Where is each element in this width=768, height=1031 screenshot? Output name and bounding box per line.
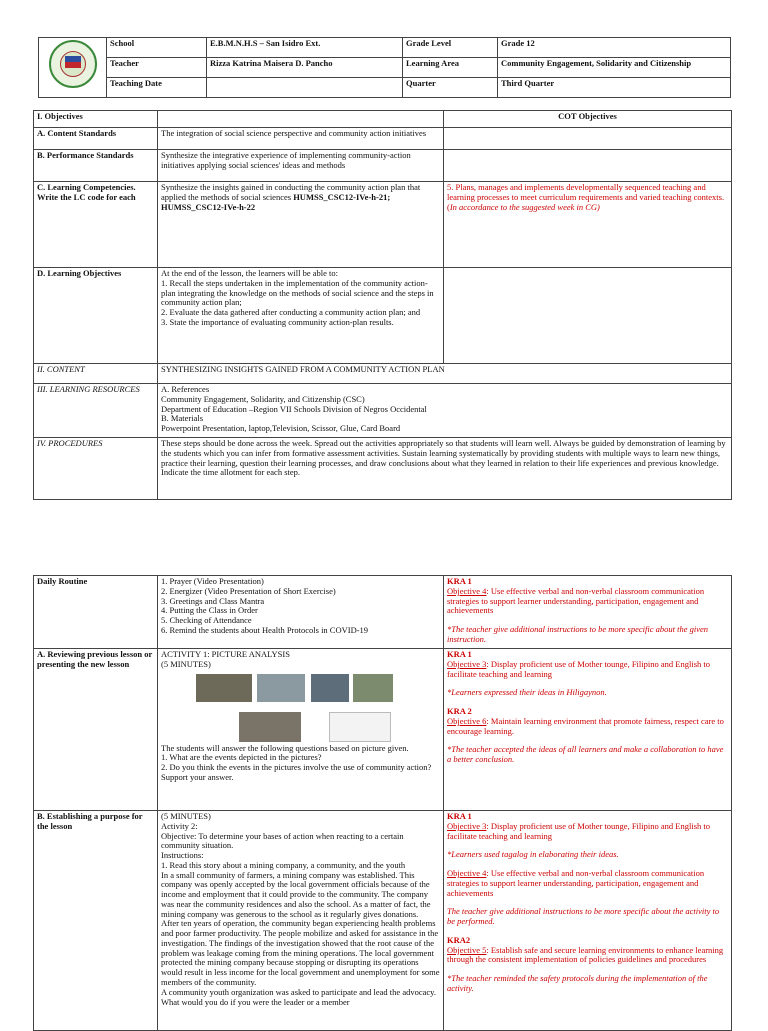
cot-note: The teacher give additional instructions to be more specific about the activity to be performed. <box>447 906 720 927</box>
header-table <box>38 37 731 98</box>
objective-link: Objective 5 <box>447 944 487 955</box>
kra-label: KRA 2 <box>447 706 472 717</box>
content-value: SYNTHESIZING INSIGHTS GAINED FROM A COMMUNITY ACTION PLAN <box>158 364 732 384</box>
objective-text: : Display proficient use of Mother tounge, Filipino and English to facilitate teaching and learning <box>447 658 710 679</box>
content-standards-label: A. Content Standards <box>34 128 158 150</box>
kra-label: KRA 1 <box>447 576 472 586</box>
learning-objectives-value <box>158 268 444 364</box>
establishing-purpose-cot <box>444 811 732 1031</box>
school-seal-icon <box>49 40 97 88</box>
routine-item: 5. Checking of Attendance <box>161 615 252 626</box>
lc-cot-italic: In accordance to the suggested week in CG) <box>449 201 600 212</box>
activity-minutes: (5 MINUTES) <box>161 658 211 669</box>
performance-standards-value: Synthesize the integrative experience of implementing community-action initiatives applying social sciences' ideas and methods <box>158 150 444 182</box>
kra-label: KRA2 <box>447 934 471 945</box>
objective-link: Objective 4 <box>447 585 487 596</box>
resource-line: Community Engagement, Solidarity, and Citizenship (CSC) <box>161 393 365 404</box>
meeting-photo <box>257 674 305 702</box>
resource-line: Department of Education –Region VII Schools Division of Negros Occidental <box>161 403 427 414</box>
seminar-photo <box>353 674 393 702</box>
lo-line: 1. Recall the steps undertaken in the implementation of the community action-plan integrating the knowledge on the methods of social science and the steps in community action plan; <box>161 277 434 308</box>
routine-item: 3. Greetings and Class Mantra <box>161 595 265 606</box>
establishing-purpose-label: B. Establishing a purpose for the lesson <box>34 811 158 1031</box>
content-standards-cot <box>444 128 732 150</box>
classroom-photo <box>196 674 252 702</box>
resource-line: Powerpoint Presentation, laptop,Television, Scissor, Glue, Card Board <box>161 423 401 434</box>
picture-intro: The students will answer the following questions based on picture given. <box>161 742 409 753</box>
purpose-step-1: 1. Read this story about a mining company, a community, and the youth <box>161 859 406 870</box>
objective-text: : Establish safe and secure learning environments to enhance learning through the consistent implementation of policies guidelines and procedures <box>447 944 724 965</box>
objective-text: : Display proficient use of Mother tounge, Filipino and English to facilitate teaching and learning <box>447 820 710 841</box>
learning-objectives-cot <box>444 268 732 364</box>
activity-title: ACTIVITY 1: PICTURE ANALYSIS <box>161 649 290 659</box>
cot-note: *Learners expressed their ideas in Hiligaynon. <box>447 687 607 698</box>
objectives-table <box>33 110 732 500</box>
resource-line: A. References <box>161 384 210 394</box>
daily-routine-items <box>158 576 444 649</box>
purpose-objective: Objective: To determine your bases of action when reacting to a certain community situation. <box>161 830 404 851</box>
routine-item: 1. Prayer (Video Presentation) <box>161 576 264 586</box>
procedures-table <box>33 575 732 1031</box>
cot-note: *The teacher reminded the safety protocols during the implementation of the activity. <box>447 973 708 993</box>
crowd-sketch <box>329 712 391 742</box>
resource-line: B. Materials <box>161 413 204 424</box>
content-standards-value: The integration of social science perspective and community action initiatives <box>158 128 444 150</box>
story-paragraph: In a small community of farmers, a mining company was established. This company was openly accepted by the local government officials because of the income and employment that it could provide to the community. The company was near the community residences and also the school. As a matter of fact, the mining company was generous to the school as it regularly gives donations. <box>161 869 431 919</box>
story-paragraph: A community youth organization was asked to participate and lead the advocacy. What would you do if you were the leader or a member <box>161 986 436 1007</box>
kra-label: KRA 1 <box>447 811 472 821</box>
teacher-label: Teacher <box>107 58 207 78</box>
reviewing-lesson-content <box>158 649 444 811</box>
reviewing-lesson-label: A. Reviewing previous lesson or presenting the new lesson <box>34 649 158 811</box>
performance-standards-label: B. Performance Standards <box>34 150 158 182</box>
performance-standards-cot <box>444 150 732 182</box>
picture-grid <box>161 672 440 744</box>
teacher-value: Rizza Katrina Maisera D. Pancho <box>207 58 403 78</box>
school-logo-cell <box>39 38 107 98</box>
learning-resources-label: III. LEARNING RESOURCES <box>34 384 158 438</box>
cot-note: *The teacher accepted the ideas of all learners and make a collaboration to have a better conclusion. <box>447 744 724 765</box>
learning-competencies-code: HUMSS_CSC12-IVe-h-21; HUMSS_CSC12-IVe-h-22 <box>161 191 391 212</box>
lc-cot-text: 5. Plans, manages and implements developmentally sequenced teaching and learning processes to meet curriculum requirements and varied teaching contexts. ( <box>447 182 725 212</box>
learning-competencies-label: C. Learning Competencies. Write the LC code for each <box>34 182 158 268</box>
story-paragraph: After ten years of operation, the community began experiencing health problems and poor farmer productivity. The people mobilize and asked for assistance in the investigation. The findings of the investigation showed that the root cause of the problem was leakage coming from the mining operations. The local government protected the mining company because stopping or disrupting its operations would result in less income for the local government and unemployment for some members of the community. <box>161 918 440 988</box>
content-label: II. CONTENT <box>34 364 158 384</box>
grade-value: Grade 12 <box>498 38 731 58</box>
objective-link: Objective 6 <box>447 715 487 726</box>
objective-text: : Maintain learning environment that promote fairness, respect care to encourage learning. <box>447 715 724 736</box>
objective-text: : Use effective verbal and non-verbal classroom communication strategies to support learner understanding, participation, engagement and achievements <box>447 868 705 898</box>
routine-item: 2. Energizer (Video Presentation of Short Exercise) <box>161 585 336 596</box>
purpose-minutes: (5 MINUTES) <box>161 811 211 821</box>
objectives-heading: I. Objectives <box>34 111 158 128</box>
objective-link: Objective 3 <box>447 820 487 831</box>
question-1: 1. What are the events depicted in the pictures? <box>161 752 322 763</box>
purpose-instructions: Instructions: <box>161 850 204 861</box>
cot-note: *The teacher give additional instructions to be more specific about the given instruction. <box>447 624 709 644</box>
procedures-value: These steps should be done across the week. Spread out the activities appropriately so that students will learn well. Always be guided by demonstration of learning by the students which you can infer from formative assessment activities. Sustain learning systematically by providing students with multiple ways to learn new things, practice their learning, question their learning processes, and draw conclusions about what they learned in relation to their life experiences and previous knowledge. Indicate the time allotment for each step. <box>158 438 732 500</box>
school-value: E.B.M.N.H.S – San Isidro Ext. <box>207 38 403 58</box>
reviewing-lesson-cot <box>444 649 732 811</box>
area-value: Community Engagement, Solidarity and Citizenship <box>498 58 731 78</box>
procedures-label: IV. PROCEDURES <box>34 438 158 500</box>
cot-objectives-heading: COT Objectives <box>444 111 732 128</box>
learning-competencies-cot <box>444 182 732 268</box>
date-value <box>207 78 403 98</box>
learning-competencies-value <box>158 182 444 268</box>
kra-label: KRA 1 <box>447 649 472 659</box>
date-label: Teaching Date <box>107 78 207 98</box>
workshop-photo <box>239 712 301 742</box>
cot-note: *Learners used tagalog in elaborating their ideas. <box>447 849 619 860</box>
learning-competencies-text: Synthesize the insights gained in conducting the community action plan that applied the methods of social sciences <box>161 182 421 202</box>
objective-text: : Use effective verbal and non-verbal classroom communication strategies to support learner understanding, participation, engagement and achievements <box>447 585 705 616</box>
lo-line: 2. Evaluate the data gathered after conducting a community action plan; and <box>161 307 421 318</box>
council-photo <box>311 674 349 702</box>
objective-link: Objective 3 <box>447 658 487 669</box>
quarter-value: Third Quarter <box>498 78 731 98</box>
routine-item: 6. Remind the students about Health Protocols in COVID-19 <box>161 624 369 635</box>
quarter-label: Quarter <box>403 78 498 98</box>
learning-resources-value <box>158 384 732 438</box>
learning-objectives-label: D. Learning Objectives <box>34 268 158 364</box>
objectives-heading-blank <box>158 111 444 128</box>
area-label: Learning Area <box>403 58 498 78</box>
daily-routine-cot <box>444 576 732 649</box>
question-2: 2. Do you think the events in the pictures involve the use of community action? Support your answer. <box>161 762 432 782</box>
daily-routine-label: Daily Routine <box>34 576 158 649</box>
lo-line: At the end of the lesson, the learners will be able to: <box>161 268 339 278</box>
purpose-activity: Activity 2: <box>161 820 198 831</box>
objective-link: Objective 4 <box>447 868 487 879</box>
school-label: School <box>107 38 207 58</box>
establishing-purpose-content <box>158 811 444 1031</box>
grade-label: Grade Level <box>403 38 498 58</box>
lo-line: 3. State the importance of evaluating community action-plan results. <box>161 316 394 327</box>
routine-item: 4. Putting the Class in Order <box>161 605 258 616</box>
